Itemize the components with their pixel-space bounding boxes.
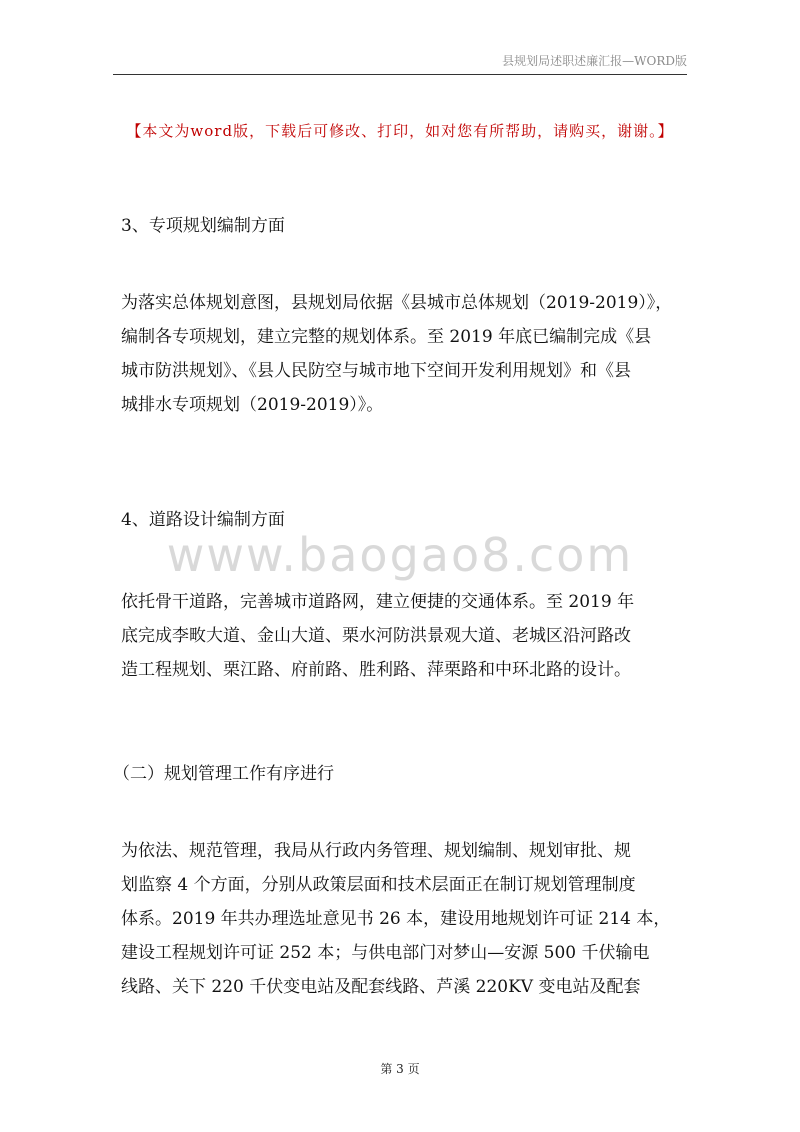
paragraph-line: 线路、关下 220 千伏变电站及配套线路、芦溪 220KV 变电站及配套 xyxy=(121,977,641,997)
section-4-heading: 4、道路设计编制方面 xyxy=(121,510,285,530)
paragraph-line: 为依法、规范管理，我局从行政内务管理、规划编制、规划审批、规 xyxy=(121,841,631,861)
section-4-paragraph xyxy=(121,585,681,687)
page-number: 第 3 页 xyxy=(380,1062,420,1076)
watermark: www.baogao8.com xyxy=(166,528,634,582)
section-3-heading: 3、专项规划编制方面 xyxy=(121,216,285,236)
page-header xyxy=(113,52,687,72)
paragraph-line: 体系。2019 年共办理选址意见书 26 本，建设用地规划许可证 214 本， xyxy=(121,909,671,929)
paragraph-line: 编制各专项规划，建立完整的规划体系。至 2019 年底已编制完成《县 xyxy=(121,327,652,347)
section-3-paragraph xyxy=(121,286,681,422)
paragraph-line: 划监察 4 个方面，分别从政策层面和技术层面正在制订规划管理制度 xyxy=(121,875,636,895)
paragraph-line: 城排水专项规划（2019-2019）》。 xyxy=(121,395,384,415)
purchase-notice: 【本文为word版，下载后可修改、打印，如对您有所帮助，请购买，谢谢。】 xyxy=(126,122,674,140)
header-divider xyxy=(113,74,687,75)
paragraph-line: 底完成李畋大道、金山大道、栗水河防洪景观大道、老城区沿河路改 xyxy=(121,626,631,646)
section-b-heading: （二）规划管理工作有序进行 xyxy=(113,764,334,784)
section-b-paragraph xyxy=(121,834,681,1004)
paragraph-line: 城市防洪规划》、《县人民防空与城市地下空间开发利用规划》和《县 xyxy=(121,361,631,381)
paragraph-line: 为落实总体规划意图，县规划局依据《县城市总体规划（2019-2019）》， xyxy=(121,293,673,313)
paragraph-line: 造工程规划、栗江路、府前路、胜利路、萍栗路和中环北路的设计。 xyxy=(121,660,631,680)
header-title: 县规划局述职述廉汇报—WORD版 xyxy=(502,54,687,68)
page-footer xyxy=(0,1060,800,1077)
paragraph-line: 建设工程规划许可证 252 本；与供电部门对梦山—安源 500 千伏输电 xyxy=(121,943,650,963)
paragraph-line: 依托骨干道路，完善城市道路网，建立便捷的交通体系。至 2019 年 xyxy=(121,592,635,612)
